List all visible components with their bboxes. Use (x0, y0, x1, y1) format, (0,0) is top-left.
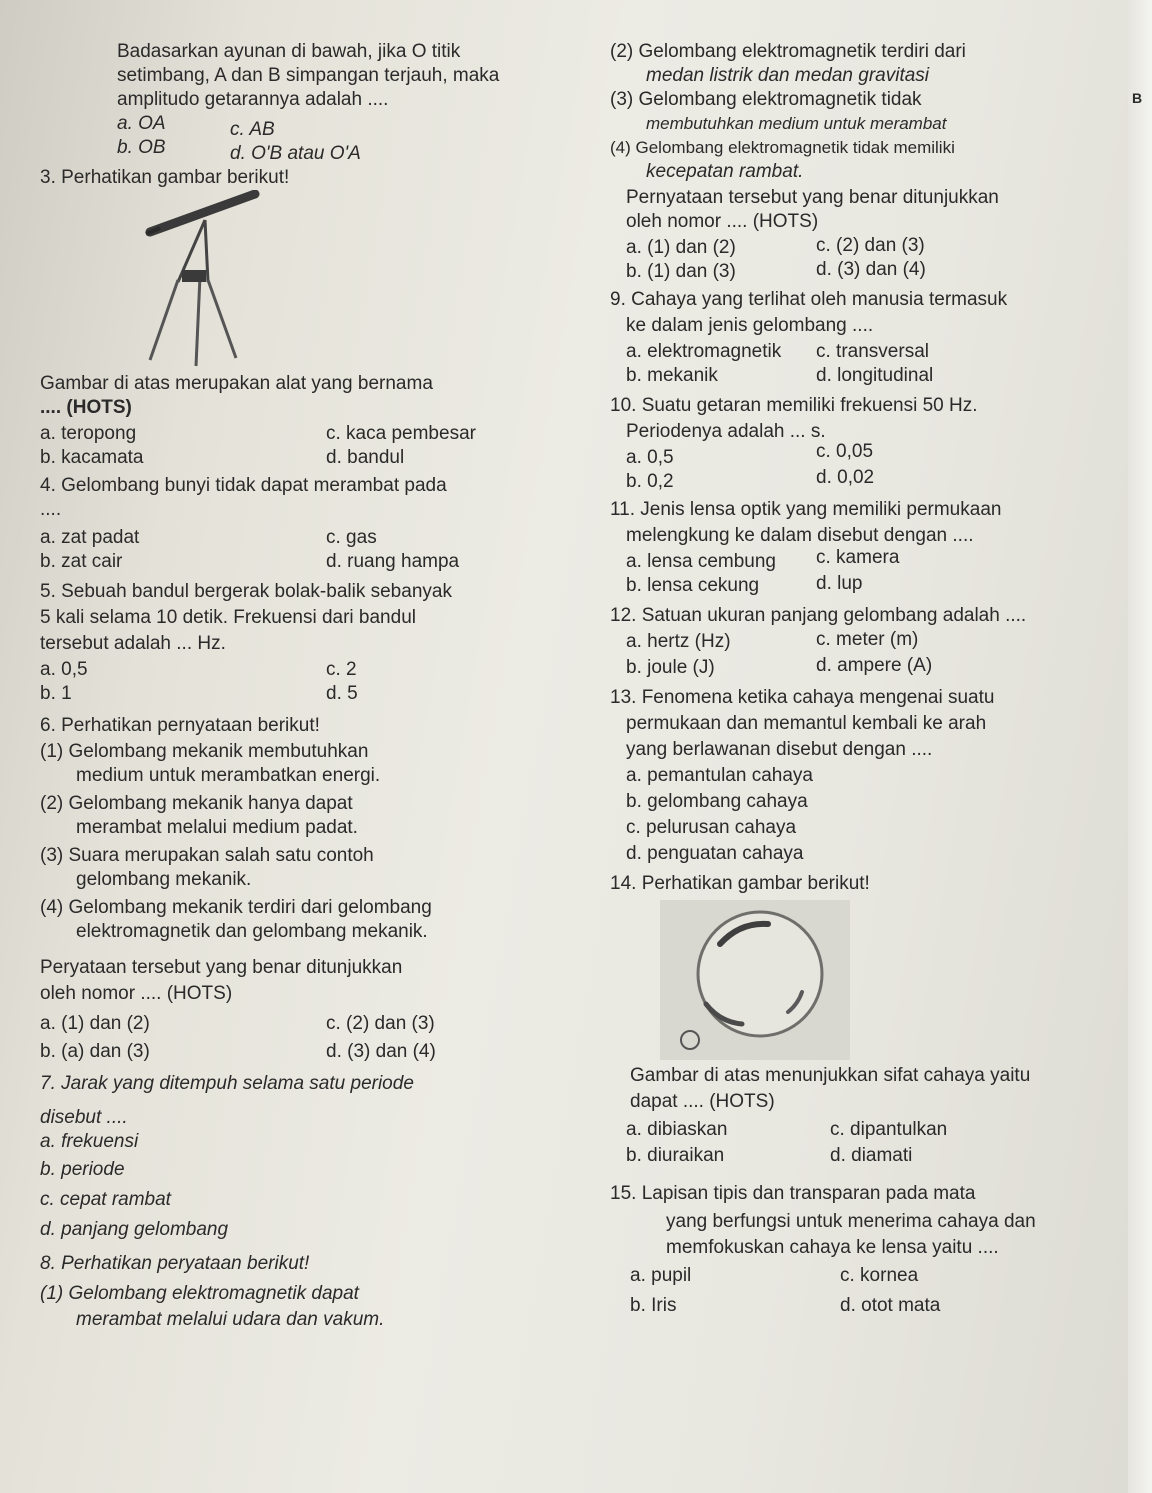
q15-option-d: d. otot mata (840, 1295, 941, 1316)
edge-mark: B (1132, 90, 1143, 106)
q4-stem: .... (40, 499, 62, 520)
q8-statement: medan listrik dan medan gravitasi (646, 65, 930, 86)
q15-option-b: b. Iris (630, 1295, 677, 1316)
q7-option-c: c. cepat rambat (40, 1189, 171, 1210)
q9-option-c: c. transversal (816, 341, 929, 362)
q8-option-d: d. (3) dan (4) (816, 259, 926, 280)
q6-statement: (3) Suara merupakan salah satu contoh (40, 845, 374, 866)
q12-option-b: b. joule (J) (626, 657, 715, 678)
q7-option-b: b. periode (40, 1159, 125, 1180)
q2-option-b: b. OB (117, 137, 166, 158)
bubble-image (660, 900, 850, 1060)
q3-stem: Gambar di atas merupakan alat yang bernama (40, 373, 433, 394)
q15-stem: memfokuskan cahaya ke lensa yaitu .... (666, 1237, 999, 1258)
q15-stem: yang berfungsi untuk menerima cahaya dan (666, 1211, 1036, 1232)
q13-option-c: c. pelurusan cahaya (626, 817, 797, 838)
q4-option-a: a. zat padat (40, 527, 140, 548)
q6-option-d: d. (3) dan (4) (326, 1041, 436, 1062)
q5-stem: 5. Sebuah bandul bergerak bolak-balik sebanyak (40, 581, 452, 602)
q14-stem: 14. Perhatikan gambar berikut! (610, 873, 870, 894)
q4-option-d: d. ruang hampa (326, 551, 460, 572)
q9-option-d: d. longitudinal (816, 365, 934, 386)
q8-stem: oleh nomor .... (HOTS) (626, 211, 819, 232)
q13-stem: permukaan dan memantul kembali ke arah (626, 713, 987, 734)
q14-option-c: c. dipantulkan (830, 1119, 948, 1140)
q10-option-c: c. 0,05 (816, 441, 874, 462)
q11-option-d: d. lup (816, 573, 863, 594)
q6-stem: Peryataan tersebut yang benar ditunjukkan (40, 957, 403, 978)
q8-statement: (4) Gelombang elektromagnetik tidak memiliki (610, 138, 955, 157)
q5-option-b: b. 1 (40, 683, 72, 704)
q8-option-c: c. (2) dan (3) (816, 235, 925, 256)
q12-option-a: a. hertz (Hz) (626, 631, 731, 652)
q7-option-a: a. frekuensi (40, 1131, 139, 1152)
q5-stem: 5 kali selama 10 detik. Frekuensi dari bandul (40, 607, 416, 628)
q3-option-b: b. kacamata (40, 447, 144, 468)
q11-option-b: b. lensa cekung (626, 575, 760, 596)
q12-option-d: d. ampere (A) (816, 655, 933, 676)
q15-option-a: a. pupil (630, 1265, 692, 1286)
q14-stem: dapat .... (HOTS) (630, 1091, 775, 1112)
q8-statement: (3) Gelombang elektromagnetik tidak (610, 89, 922, 110)
q7-stem: 7. Jarak yang ditempuh selama satu periode (40, 1073, 414, 1094)
q2-option-a: a. OA (117, 113, 166, 134)
q3-option-d: d. bandul (326, 447, 405, 468)
q14-stem: Gambar di atas menunjukkan sifat cahaya yaitu (630, 1065, 1031, 1086)
q11-option-a: a. lensa cembung (626, 551, 776, 572)
q5-stem: tersebut adalah ... Hz. (40, 633, 226, 654)
q4-option-b: b. zat cair (40, 551, 123, 572)
q10-option-a: a. 0,5 (626, 447, 674, 468)
q6-statement: (2) Gelombang mekanik hanya dapat (40, 793, 353, 814)
q3-option-a: a. teropong (40, 423, 137, 444)
q6-option-b: b. (a) dan (3) (40, 1041, 150, 1062)
q6-statement: gelombang mekanik. (76, 869, 252, 890)
q8-statement: membutuhkan medium untuk merambat (646, 114, 947, 133)
q9-stem: ke dalam jenis gelombang .... (626, 315, 874, 336)
q2-stem: Badasarkan ayunan di bawah, jika O titik (117, 41, 461, 62)
q13-stem: yang berlawanan disebut dengan .... (626, 739, 933, 760)
q4-stem: 4. Gelombang bunyi tidak dapat merambat pada (40, 475, 447, 496)
q11-option-c: c. kamera (816, 547, 900, 568)
q6-statement: medium untuk merambatkan energi. (76, 765, 381, 786)
q13-option-a: a. pemantulan cahaya (626, 765, 813, 786)
telescope-image (140, 190, 300, 370)
q8-option-b: b. (1) dan (3) (626, 261, 736, 282)
q8-stem: Pernyataan tersebut yang benar ditunjukkan (626, 187, 999, 208)
q12-option-c: c. meter (m) (816, 629, 919, 650)
q4-option-c: c. gas (326, 527, 377, 548)
q9-option-a: a. elektromagnetik (626, 341, 782, 362)
q10-stem: Periodenya adalah ... s. (626, 421, 826, 442)
q10-option-b: b. 0,2 (626, 471, 674, 492)
q13-option-d: d. penguatan cahaya (626, 843, 804, 864)
q14-option-d: d. diamati (830, 1145, 913, 1166)
q5-option-c: c. 2 (326, 659, 357, 680)
q8-stem: 8. Perhatikan peryataan berikut! (40, 1253, 310, 1274)
q7-stem: disebut .... (40, 1107, 128, 1128)
q3-option-c: c. kaca pembesar (326, 423, 476, 444)
q5-option-d: d. 5 (326, 683, 358, 704)
q2-option-d: d. O'B atau O'A (230, 143, 361, 164)
telescope-icon (146, 194, 255, 366)
q6-stem: 6. Perhatikan pernyataan berikut! (40, 715, 320, 736)
q14-option-b: b. diuraikan (626, 1145, 725, 1166)
q9-stem: 9. Cahaya yang terlihat oleh manusia termasuk (610, 289, 1008, 310)
q13-stem: 13. Fenomena ketika cahaya mengenai suatu (610, 687, 995, 708)
q8-option-a: a. (1) dan (2) (626, 237, 736, 258)
q6-option-a: a. (1) dan (2) (40, 1013, 150, 1034)
q8-statement: (1) Gelombang elektromagnetik dapat (40, 1283, 359, 1304)
q12-stem: 12. Satuan ukuran panjang gelombang adalah .... (610, 605, 1027, 626)
q7-option-d: d. panjang gelombang (40, 1219, 229, 1240)
q2-option-c: c. AB (230, 119, 275, 140)
q13-option-b: b. gelombang cahaya (626, 791, 808, 812)
q3-stem: 3. Perhatikan gambar berikut! (40, 167, 290, 188)
q3-stem: .... (HOTS) (40, 397, 132, 418)
q8-statement: merambat melalui udara dan vakum. (76, 1309, 385, 1330)
q10-stem: 10. Suatu getaran memiliki frekuensi 50 Hz. (610, 395, 978, 416)
q15-option-c: c. kornea (840, 1265, 919, 1286)
q6-statement: elektromagnetik dan gelombang mekanik. (76, 921, 428, 942)
page-edge (1128, 0, 1152, 1493)
q6-statement: (1) Gelombang mekanik membutuhkan (40, 741, 369, 762)
q14-option-a: a. dibiaskan (626, 1119, 728, 1140)
q2-stem: amplitudo getarannya adalah .... (117, 89, 389, 110)
q6-stem: oleh nomor .... (HOTS) (40, 983, 233, 1004)
q2-stem: setimbang, A dan B simpangan terjauh, maka (117, 65, 500, 86)
q5-option-a: a. 0,5 (40, 659, 88, 680)
q6-statement: merambat melalui medium padat. (76, 817, 358, 838)
q6-statement: (4) Gelombang mekanik terdiri dari gelombang (40, 897, 432, 918)
q10-option-d: d. 0,02 (816, 467, 875, 488)
q11-stem: 11. Jenis lensa optik yang memiliki permukaan (610, 499, 1002, 520)
q9-option-b: b. mekanik (626, 365, 718, 386)
q6-option-c: c. (2) dan (3) (326, 1013, 435, 1034)
q8-statement: (2) Gelombang elektromagnetik terdiri dari (610, 41, 966, 62)
q8-statement: kecepatan rambat. (646, 161, 804, 182)
q15-stem: 15. Lapisan tipis dan transparan pada mata (610, 1183, 976, 1204)
q11-stem: melengkung ke dalam disebut dengan .... (626, 525, 974, 546)
